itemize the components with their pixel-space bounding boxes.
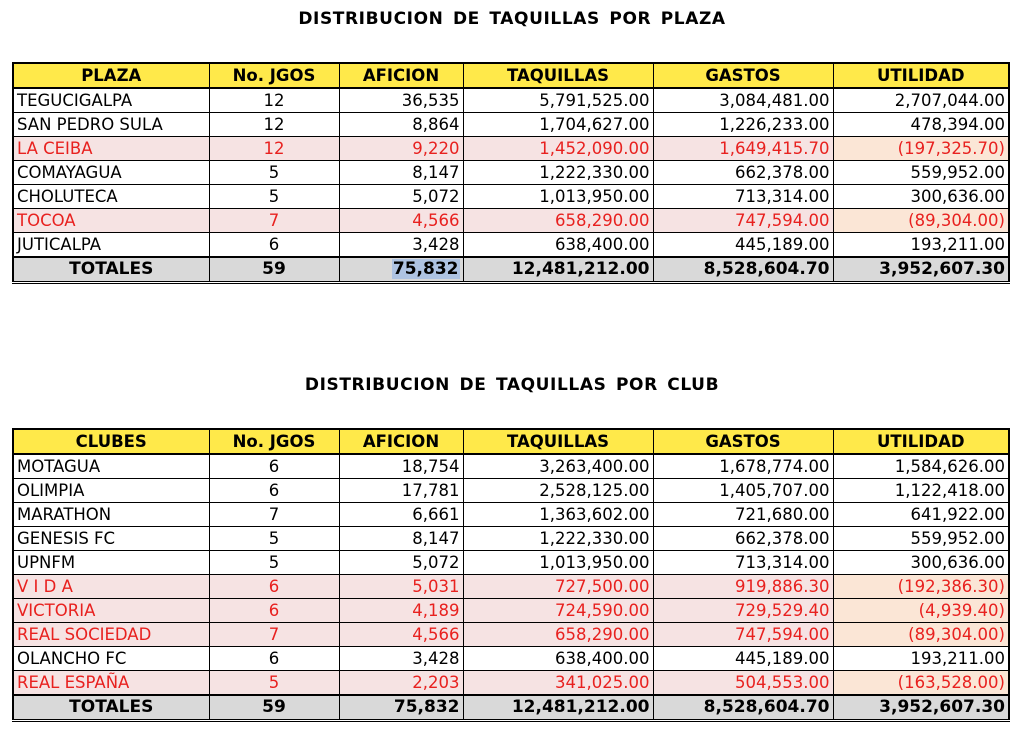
cell-gastos[interactable]: 713,314.00 (653, 185, 833, 209)
cell-gastos[interactable]: 1,405,707.00 (653, 479, 833, 503)
totals-row (13, 695, 1009, 721)
cell-jgos[interactable]: 7 (209, 623, 339, 647)
cell-aficion[interactable]: 5,031 (339, 575, 463, 599)
cell-name[interactable]: TEGUCIGALPA (13, 88, 209, 113)
cell-name[interactable]: TOCOA (13, 209, 209, 233)
table-row (13, 185, 1009, 209)
table-row (13, 209, 1009, 233)
header-aficion[interactable]: AFICION (339, 63, 463, 88)
cell-jgos[interactable]: 7 (209, 209, 339, 233)
selected-value: 75,832 (392, 259, 459, 279)
cell-jgos[interactable]: 6 (209, 647, 339, 671)
table-row (13, 161, 1009, 185)
cell-total-aficion-selected[interactable] (339, 257, 463, 283)
cell-utilidad[interactable]: (89,304.00) (833, 209, 1009, 233)
cell-taquillas[interactable]: 3,263,400.00 (463, 454, 653, 479)
cell-jgos[interactable]: 6 (209, 599, 339, 623)
cell-aficion[interactable]: 3,428 (339, 233, 463, 258)
table-row (13, 503, 1009, 527)
cell-gastos[interactable]: 662,378.00 (653, 161, 833, 185)
cell-jgos[interactable]: 5 (209, 527, 339, 551)
cell-aficion[interactable]: 6,661 (339, 503, 463, 527)
cell-total-gastos[interactable]: 8,528,604.70 (653, 257, 833, 283)
plaza-table-title: DISTRIBUCION DE TAQUILLAS POR PLAZA (298, 9, 726, 29)
cell-jgos[interactable]: 12 (209, 88, 339, 113)
cell-taquillas[interactable]: 1,222,330.00 (463, 527, 653, 551)
cell-jgos[interactable]: 6 (209, 479, 339, 503)
cell-gastos[interactable]: 713,314.00 (653, 551, 833, 575)
cell-gastos[interactable]: 3,084,481.00 (653, 88, 833, 113)
cell-gastos[interactable]: 1,678,774.00 (653, 454, 833, 479)
cell-name[interactable]: MARATHON (13, 503, 209, 527)
cell-aficion[interactable]: 5,072 (339, 551, 463, 575)
cell-aficion[interactable]: 2,203 (339, 671, 463, 696)
cell-gastos[interactable]: 445,189.00 (653, 647, 833, 671)
cell-taquillas[interactable]: 658,290.00 (463, 209, 653, 233)
table-row (13, 454, 1009, 479)
cell-gastos[interactable]: 504,553.00 (653, 671, 833, 696)
cell-aficion[interactable]: 3,428 (339, 647, 463, 671)
table-row (13, 623, 1009, 647)
header-jgos[interactable]: No. JGOS (209, 63, 339, 88)
cell-utilidad[interactable]: (4,939.40) (833, 599, 1009, 623)
cell-total-gastos[interactable]: 8,528,604.70 (653, 695, 833, 721)
cell-utilidad[interactable]: (192,386.30) (833, 575, 1009, 599)
cell-aficion[interactable]: 4,189 (339, 599, 463, 623)
cell-total-taquillas[interactable]: 12,481,212.00 (463, 695, 653, 721)
plaza-table-body (13, 88, 1009, 257)
header-gastos[interactable]: GASTOS (653, 63, 833, 88)
cell-name[interactable]: V I D A (13, 575, 209, 599)
cell-utilidad[interactable]: 193,211.00 (833, 233, 1009, 258)
cell-taquillas[interactable]: 638,400.00 (463, 233, 653, 258)
cell-utilidad[interactable]: (197,325.70) (833, 137, 1009, 161)
cell-utilidad[interactable]: 1,584,626.00 (833, 454, 1009, 479)
cell-jgos[interactable]: 5 (209, 185, 339, 209)
cell-utilidad[interactable]: 559,952.00 (833, 161, 1009, 185)
cell-name[interactable]: VICTORIA (13, 599, 209, 623)
cell-utilidad[interactable]: 2,707,044.00 (833, 88, 1009, 113)
table-row (13, 233, 1009, 258)
header-taquillas[interactable]: TAQUILLAS (463, 63, 653, 88)
cell-taquillas[interactable]: 658,290.00 (463, 623, 653, 647)
cell-name[interactable]: REAL SOCIEDAD (13, 623, 209, 647)
table-row (13, 671, 1009, 696)
cell-aficion[interactable]: 36,535 (339, 88, 463, 113)
cell-taquillas[interactable]: 638,400.00 (463, 647, 653, 671)
cell-taquillas[interactable]: 1,452,090.00 (463, 137, 653, 161)
table-row (13, 113, 1009, 137)
cell-gastos[interactable]: 662,378.00 (653, 527, 833, 551)
header-utilidad[interactable]: UTILIDAD (833, 429, 1009, 454)
cell-jgos[interactable]: 7 (209, 503, 339, 527)
cell-taquillas[interactable]: 1,013,950.00 (463, 551, 653, 575)
cell-gastos[interactable]: 729,529.40 (653, 599, 833, 623)
cell-jgos[interactable]: 6 (209, 454, 339, 479)
header-row (13, 63, 1009, 88)
cell-taquillas[interactable]: 2,528,125.00 (463, 479, 653, 503)
cell-aficion[interactable]: 8,864 (339, 113, 463, 137)
totals-row (13, 257, 1009, 283)
club-table (12, 428, 1010, 722)
cell-utilidad[interactable]: 300,636.00 (833, 551, 1009, 575)
cell-name[interactable]: GENESIS FC (13, 527, 209, 551)
cell-jgos[interactable]: 6 (209, 575, 339, 599)
cell-name[interactable]: UPNFM (13, 551, 209, 575)
header-plaza[interactable]: PLAZA (13, 63, 209, 88)
cell-total-label[interactable]: TOTALES (13, 257, 209, 283)
cell-aficion[interactable]: 8,147 (339, 527, 463, 551)
cell-aficion[interactable]: 17,781 (339, 479, 463, 503)
cell-taquillas[interactable]: 1,363,602.00 (463, 503, 653, 527)
cell-total-taquillas[interactable]: 12,481,212.00 (463, 257, 653, 283)
cell-name[interactable]: MOTAGUA (13, 454, 209, 479)
cell-utilidad[interactable]: 300,636.00 (833, 185, 1009, 209)
cell-total-utilidad[interactable]: 3,952,607.30 (833, 257, 1009, 283)
cell-utilidad[interactable]: (89,304.00) (833, 623, 1009, 647)
cell-jgos[interactable]: 12 (209, 137, 339, 161)
cell-taquillas[interactable]: 5,791,525.00 (463, 88, 653, 113)
cell-total-jgos[interactable]: 59 (209, 257, 339, 283)
header-taquillas[interactable]: TAQUILLAS (463, 429, 653, 454)
cell-gastos[interactable]: 721,680.00 (653, 503, 833, 527)
cell-jgos[interactable]: 12 (209, 113, 339, 137)
cell-total-label[interactable]: TOTALES (13, 695, 209, 721)
header-utilidad[interactable]: UTILIDAD (833, 63, 1009, 88)
header-aficion[interactable]: AFICION (339, 429, 463, 454)
club-table-title: DISTRIBUCION DE TAQUILLAS POR CLUB (304, 375, 720, 395)
header-gastos[interactable]: GASTOS (653, 429, 833, 454)
cell-taquillas[interactable]: 1,222,330.00 (463, 161, 653, 185)
cell-utilidad[interactable]: 559,952.00 (833, 527, 1009, 551)
header-row (13, 429, 1009, 454)
cell-aficion[interactable]: 8,147 (339, 161, 463, 185)
cell-gastos[interactable]: 445,189.00 (653, 233, 833, 258)
table-row (13, 527, 1009, 551)
cell-total-utilidad[interactable]: 3,952,607.30 (833, 695, 1009, 721)
cell-name[interactable]: LA CEIBA (13, 137, 209, 161)
cell-taquillas[interactable]: 727,500.00 (463, 575, 653, 599)
cell-aficion[interactable]: 18,754 (339, 454, 463, 479)
cell-utilidad[interactable]: 478,394.00 (833, 113, 1009, 137)
cell-gastos[interactable]: 747,594.00 (653, 623, 833, 647)
cell-jgos[interactable]: 5 (209, 551, 339, 575)
cell-gastos[interactable]: 1,226,233.00 (653, 113, 833, 137)
cell-aficion[interactable]: 4,566 (339, 209, 463, 233)
cell-name[interactable]: JUTICALPA (13, 233, 209, 258)
plaza-table (12, 62, 1010, 284)
cell-gastos[interactable]: 919,886.30 (653, 575, 833, 599)
table-row (13, 137, 1009, 161)
table-row (13, 551, 1009, 575)
cell-name[interactable]: OLANCHO FC (13, 647, 209, 671)
cell-taquillas[interactable]: 724,590.00 (463, 599, 653, 623)
cell-name[interactable]: CHOLUTECA (13, 185, 209, 209)
cell-aficion[interactable]: 4,566 (339, 623, 463, 647)
cell-taquillas[interactable]: 1,013,950.00 (463, 185, 653, 209)
cell-utilidad[interactable]: 641,922.00 (833, 503, 1009, 527)
cell-gastos[interactable]: 747,594.00 (653, 209, 833, 233)
club-table-body (13, 454, 1009, 695)
cell-gastos[interactable]: 1,649,415.70 (653, 137, 833, 161)
cell-total-aficion[interactable]: 75,832 (339, 695, 463, 721)
cell-name[interactable]: OLIMPIA (13, 479, 209, 503)
cell-total-jgos[interactable]: 59 (209, 695, 339, 721)
cell-taquillas[interactable]: 341,025.00 (463, 671, 653, 696)
header-clubes[interactable]: CLUBES (13, 429, 209, 454)
cell-utilidad[interactable]: 193,211.00 (833, 647, 1009, 671)
cell-utilidad[interactable]: 1,122,418.00 (833, 479, 1009, 503)
cell-aficion[interactable]: 5,072 (339, 185, 463, 209)
table-row (13, 599, 1009, 623)
header-jgos[interactable]: No. JGOS (209, 429, 339, 454)
cell-utilidad[interactable]: (163,528.00) (833, 671, 1009, 696)
cell-jgos[interactable]: 5 (209, 161, 339, 185)
table-row (13, 479, 1009, 503)
cell-jgos[interactable]: 5 (209, 671, 339, 696)
table-row (13, 88, 1009, 113)
cell-name[interactable]: COMAYAGUA (13, 161, 209, 185)
cell-aficion[interactable]: 9,220 (339, 137, 463, 161)
table-row (13, 575, 1009, 599)
cell-name[interactable]: REAL ESPAÑA (13, 671, 209, 696)
cell-jgos[interactable]: 6 (209, 233, 339, 258)
cell-taquillas[interactable]: 1,704,627.00 (463, 113, 653, 137)
cell-name[interactable]: SAN PEDRO SULA (13, 113, 209, 137)
table-row (13, 647, 1009, 671)
